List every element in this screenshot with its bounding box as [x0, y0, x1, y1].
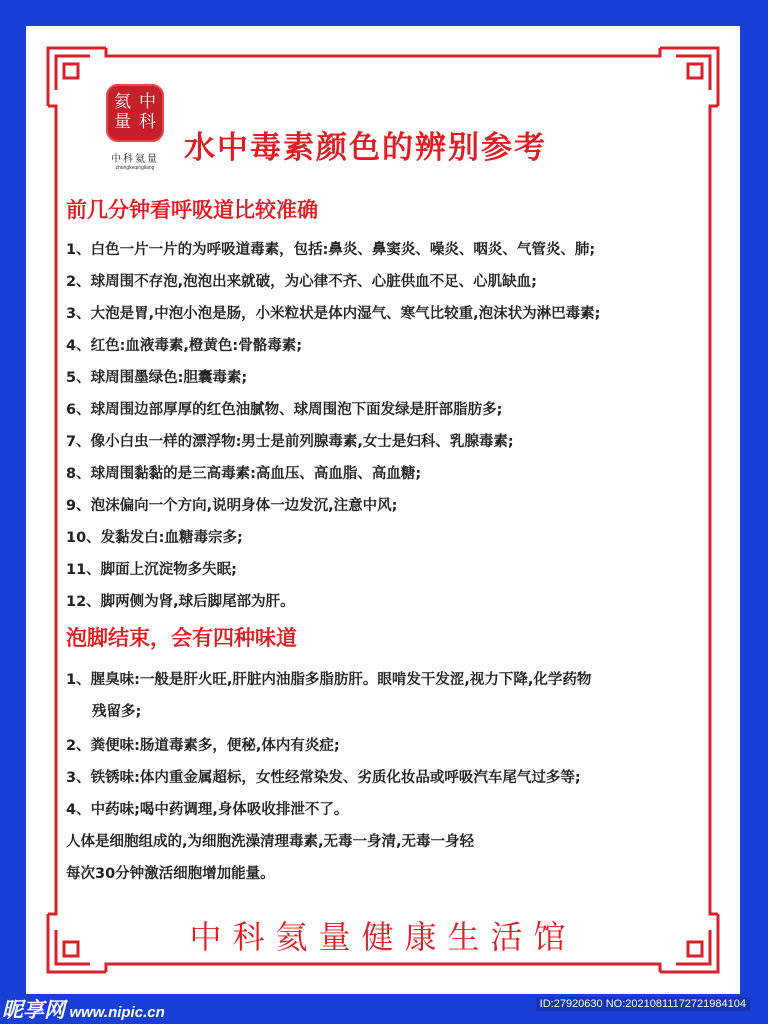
list-item: 12、脚两侧为肾,球后脚尾部为肝。: [66, 594, 295, 610]
footer-brand: 中科氦量健康生活馆: [189, 918, 577, 956]
poster: [26, 26, 740, 994]
summary-line: 人体是细胞组成的,为细胞洗澡清理毒素,无毒一身清,无毒一身轻: [66, 834, 475, 850]
watermark-site: [2, 994, 165, 1024]
list-item: 3、铁锈味:体内重金属超标，女性经常染发、劣质化妆品或呼吸汽车尾气过多等;: [66, 770, 581, 786]
list-item: 4、红色:血液毒素,橙黄色:骨骼毒素;: [66, 338, 302, 354]
list-item-continuation: 残留多;: [92, 704, 142, 720]
list-item: 7、像小白虫一样的漂浮物:男士是前列腺毒素,女士是妇科、乳腺毒素;: [66, 434, 514, 450]
list-item: 5、球周围墨绿色:胆囊毒素;: [66, 370, 248, 386]
section2-heading: 泡脚结束，会有四种味道: [66, 626, 297, 650]
list-item: 11、脚面上沉淀物多失眠;: [66, 562, 237, 578]
poster-title: 水中毒素颜色的辨别参考: [184, 130, 547, 166]
section1-heading: 前几分钟看呼吸道比较准确: [66, 198, 318, 222]
list-item: 10、发黏发白:血糖毒宗多;: [66, 530, 243, 546]
list-item: 9、泡沫偏向一个方向,说明身体一边发沉,注意中风;: [66, 498, 398, 514]
logo-pinyin: zhongkeqingliang: [115, 165, 155, 171]
seal-stamp: 中 科 氦 量: [106, 84, 164, 142]
list-item: 1、白色一片一片的为呼吸道毒素，包括:鼻炎、鼻窦炎、噪炎、咽炎、气管炎、肺;: [66, 242, 596, 258]
logo-name: 中科氦量: [111, 154, 159, 165]
list-item: 3、大泡是胃,中泡小泡是肠，小米粒状是体内湿气、寒气比较重,泡沫状为淋巴毒素;: [66, 306, 601, 322]
list-item: 2、球周围不存泡,泡泡出来就破，为心律不齐、心脏供血不足、心肌缺血;: [66, 274, 537, 290]
list-item: 2、粪便味:肠道毒素多，便秘,体内有炎症;: [66, 738, 340, 754]
watermark-id: ID:27920630 NO:20210811172721984104: [536, 997, 750, 1011]
list-item: 8、球周围黏黏的是三高毒素:高血压、高血脂、高血糖;: [66, 466, 422, 482]
list-item: 1、腥臭味:一般是肝火旺,肝脏内油脂多脂肪肝。眼啃发干发涩,视力下降,化学药物: [66, 672, 592, 688]
watermark-brand: 昵享网: [2, 999, 65, 1022]
brand-logo: [98, 84, 172, 194]
watermark-url: www.nipic.cn: [69, 1004, 165, 1021]
summary-line: 每次30分钟激活细胞增加能量。: [66, 866, 275, 882]
list-item: 6、球周围边部厚厚的红色油腻物、球周围泡下面发绿是肝部脂肪多;: [66, 402, 503, 418]
list-item: 4、中药味;喝中药调理,身体吸收排泄不了。: [66, 802, 349, 818]
